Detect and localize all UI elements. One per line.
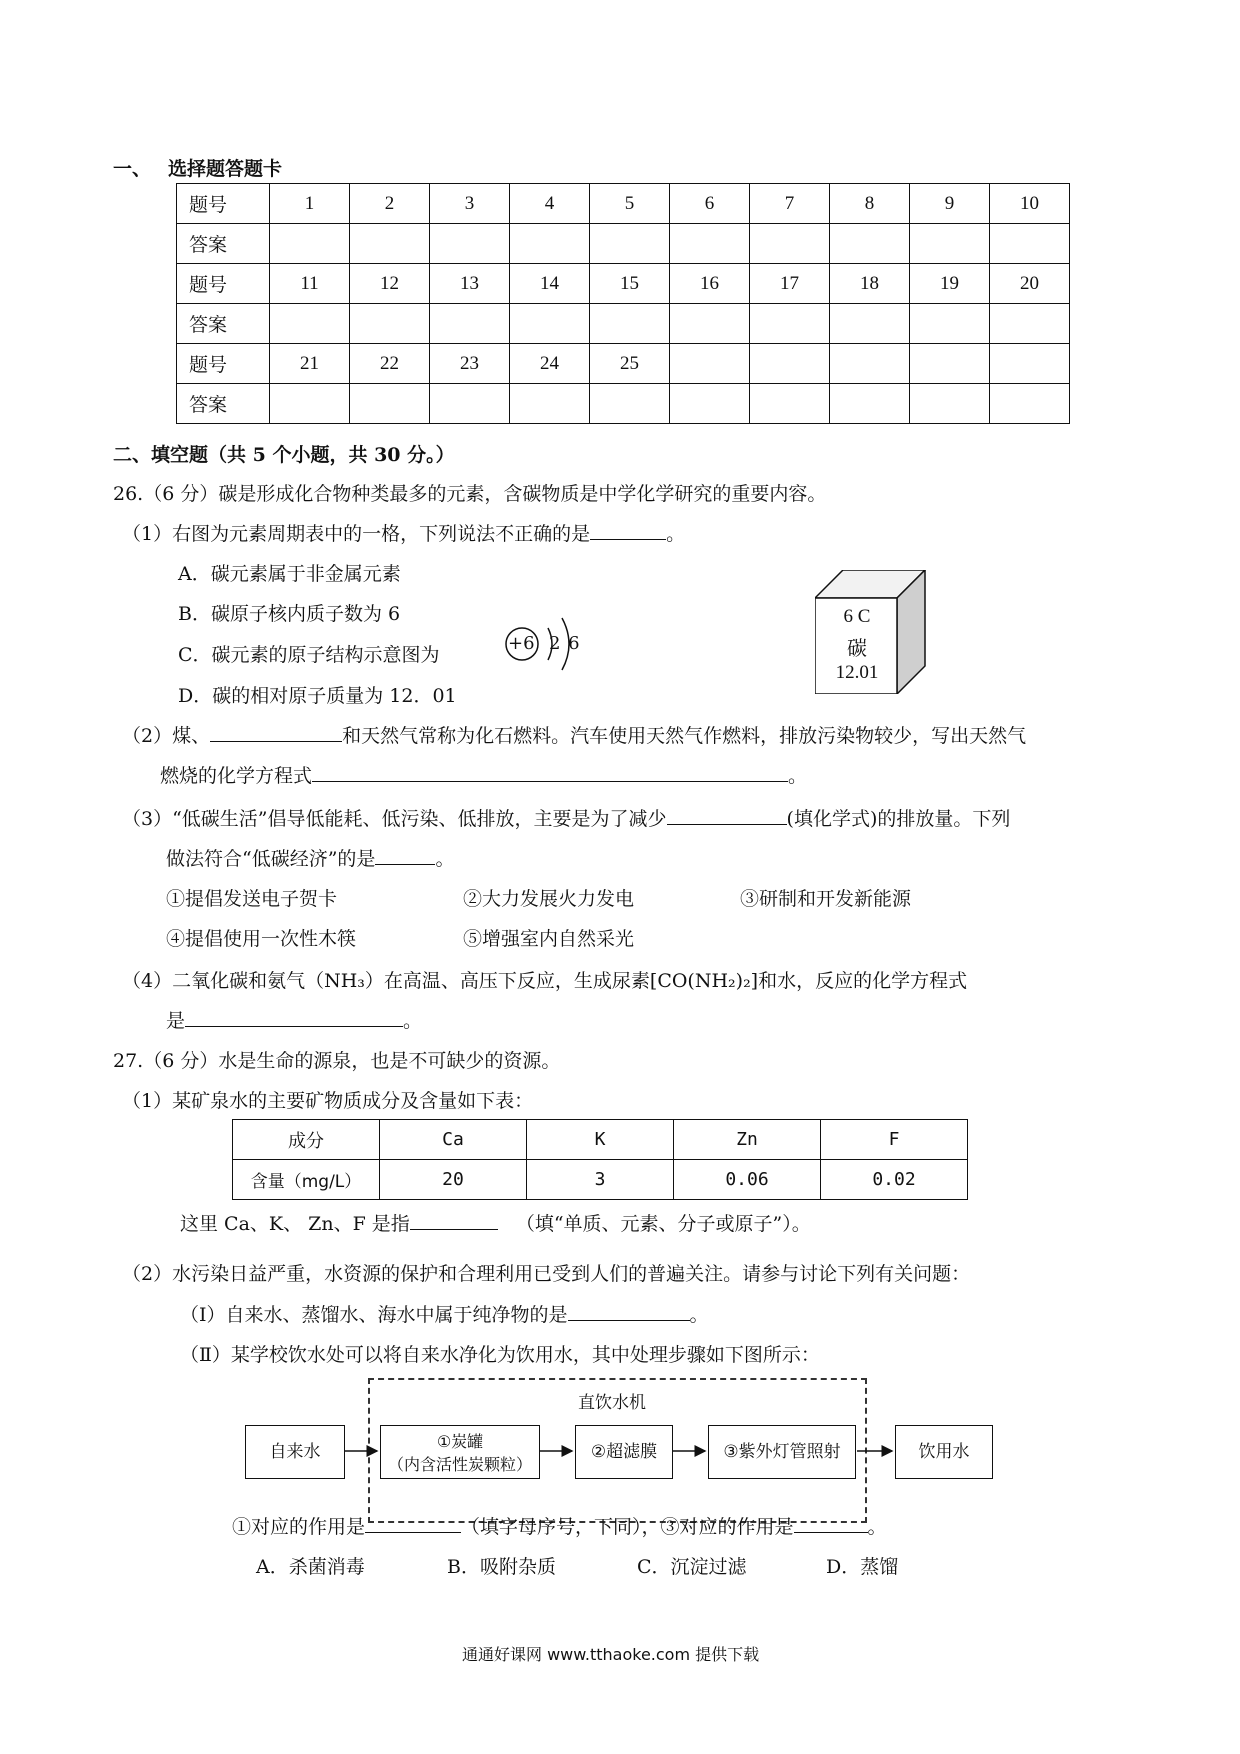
table-cell: 3	[527, 1160, 674, 1200]
choice-2: ②大力发展火力发电	[463, 888, 635, 910]
question-label: 题号	[177, 184, 270, 224]
table-header: Ca	[380, 1120, 527, 1160]
question-number: 25	[590, 344, 670, 384]
q27-answer-text: ①对应的作用是	[232, 1516, 366, 1538]
step1-title: ①炭罐	[436, 1432, 484, 1451]
question-number: 16	[670, 264, 750, 304]
footer-text: 通通好课网 www.tthaoke.com 提供下载	[462, 1645, 760, 1664]
q27-part2: （2）水污染日益严重，水资源的保护和合理利用已受到人们的普遍关注。请参与讨论下列有关问题：	[122, 1263, 971, 1285]
punctuation: 。	[403, 1010, 423, 1032]
section1-title: 选择题答题卡	[168, 158, 283, 180]
question-number: 17	[750, 264, 830, 304]
punctuation: 。	[867, 1516, 887, 1538]
q26-part3-text: 做法符合“低碳经济”的是	[166, 848, 376, 870]
q26-part4-text: 是	[166, 1010, 186, 1032]
flow-source-box: 自来水	[245, 1425, 345, 1479]
q27-part1: （1）某矿泉水的主要矿物质成分及含量如下表：	[122, 1090, 534, 1112]
question-number: 18	[830, 264, 910, 304]
element-mass: 12.01	[835, 662, 879, 683]
table-header: K	[527, 1120, 674, 1160]
option-d: D．蒸馏	[826, 1556, 899, 1578]
table-cell: 20	[380, 1160, 527, 1200]
section2-title: 二、填空题（共 5 个小题，共 30 分。）	[113, 444, 455, 466]
q26-part2-text: （2）煤、	[122, 725, 211, 747]
answer-label: 答案	[177, 224, 270, 264]
q26-part4-line1: （4）二氧化碳和氨气（NH₃）在高温、高压下反应，生成尿素[CO(NH₂)₂]和水，反应的化学方程式	[122, 970, 968, 992]
flow-step2-box: ②超滤膜	[575, 1425, 673, 1479]
question-number: 5	[590, 184, 670, 224]
question-number: 6	[670, 184, 750, 224]
question-number: 9	[910, 184, 990, 224]
question-number: 14	[510, 264, 590, 304]
answer-blank[interactable]	[794, 1512, 868, 1533]
flow-output-box: 饮用水	[895, 1425, 993, 1479]
punctuation: 。	[689, 1304, 709, 1326]
choice-4: ④提倡使用一次性木筷	[166, 928, 357, 950]
answer-blank[interactable]	[365, 1512, 461, 1533]
electron-shells: 2 6	[549, 633, 581, 654]
element-number-symbol: 6 C	[843, 606, 871, 627]
question-number: 23	[430, 344, 510, 384]
option-b: B．碳原子核内质子数为 6	[178, 603, 401, 625]
choice-5: ⑤增强室内自然采光	[463, 928, 635, 950]
element-name: 碳	[847, 636, 867, 660]
section1-number: 一、	[113, 158, 152, 180]
answer-label: 答案	[177, 384, 270, 424]
question-number: 15	[590, 264, 670, 304]
question-number: 21	[270, 344, 350, 384]
option-a: A．碳元素属于非金属元素	[178, 563, 401, 585]
q26-stem: 26.（6 分）碳是形成化合物种类最多的元素，含碳物质是中学化学研究的重要内容。	[113, 483, 827, 505]
question-number: 4	[510, 184, 590, 224]
question-number: 2	[350, 184, 430, 224]
option-c: C．碳元素的原子结构示意图为	[178, 644, 440, 666]
table-header: F	[821, 1120, 968, 1160]
question-number: 24	[510, 344, 590, 384]
option-b: B．吸附杂质	[447, 1556, 556, 1578]
punctuation: 。	[666, 523, 686, 545]
option-d: D．碳的相对原子质量为 12．01	[178, 685, 457, 707]
q26-part1-text: （1）右图为元素周期表中的一格，下列说法不正确的是	[122, 523, 591, 545]
option-a: A．杀菌消毒	[256, 1556, 365, 1578]
q27-sub1-text: （Ⅰ）自来水、蒸馏水、海水中属于纯净物的是	[180, 1304, 568, 1326]
q26-part2-text: 和天然气常称为化石燃料。汽车使用天然气作燃料，排放污染物较少，写出天然气	[342, 725, 1027, 747]
step1-detail: （内含活性炭颗粒）	[387, 1455, 532, 1474]
question-number: 8	[830, 184, 910, 224]
machine-label: 直饮水机	[578, 1393, 646, 1413]
q26-part3-text: (填化学式)的排放量。下列	[786, 808, 1011, 830]
flow-step3-box: ③紫外灯管照射	[708, 1425, 856, 1479]
table-header: 成分	[233, 1120, 380, 1160]
q26-part3-text: （3）“低碳生活”倡导低能耗、低污染、低排放，主要是为了减少	[122, 808, 667, 830]
q27-stem: 27.（6 分）水是生命的源泉，也是不可缺少的资源。	[113, 1050, 561, 1072]
q27-note-text: 这里 Ca、K、 Zn、F 是指	[180, 1213, 410, 1235]
question-number: 19	[910, 264, 990, 304]
question-number: 13	[430, 264, 510, 304]
q27-sub2: （Ⅱ）某学校饮水处可以将自来水净化为饮用水，其中处理步骤如下图所示：	[180, 1344, 820, 1366]
question-number: 20	[990, 264, 1070, 304]
question-number: 10	[990, 184, 1070, 224]
punctuation: 。	[435, 848, 455, 870]
question-number: 22	[350, 344, 430, 384]
answer-label: 答案	[177, 304, 270, 344]
question-number: 7	[750, 184, 830, 224]
q27-note-text: （填“单质、元素、分子或原子”）。	[515, 1213, 811, 1235]
q27-answer-text: （填字母序号，下同），③对应的作用是	[461, 1516, 794, 1538]
question-number: 1	[270, 184, 350, 224]
table-cell: 0.06	[674, 1160, 821, 1200]
question-number: 12	[350, 264, 430, 304]
table-cell: 含量（mg/L）	[233, 1160, 380, 1200]
question-label: 题号	[177, 264, 270, 304]
choice-3: ③研制和开发新能源	[740, 888, 912, 910]
option-c: C．沉淀过滤	[637, 1556, 747, 1578]
table-header: Zn	[674, 1120, 821, 1160]
nucleus-charge: +6	[508, 633, 535, 654]
punctuation: 。	[788, 765, 808, 787]
q27-answer-line	[232, 1512, 887, 1539]
question-number: 3	[430, 184, 510, 224]
question-label: 题号	[177, 344, 270, 384]
table-cell: 0.02	[821, 1160, 968, 1200]
question-number: 11	[270, 264, 350, 304]
choice-1: ①提倡发送电子贺卡	[166, 888, 338, 910]
q26-part2-text: 燃烧的化学方程式	[160, 765, 313, 787]
